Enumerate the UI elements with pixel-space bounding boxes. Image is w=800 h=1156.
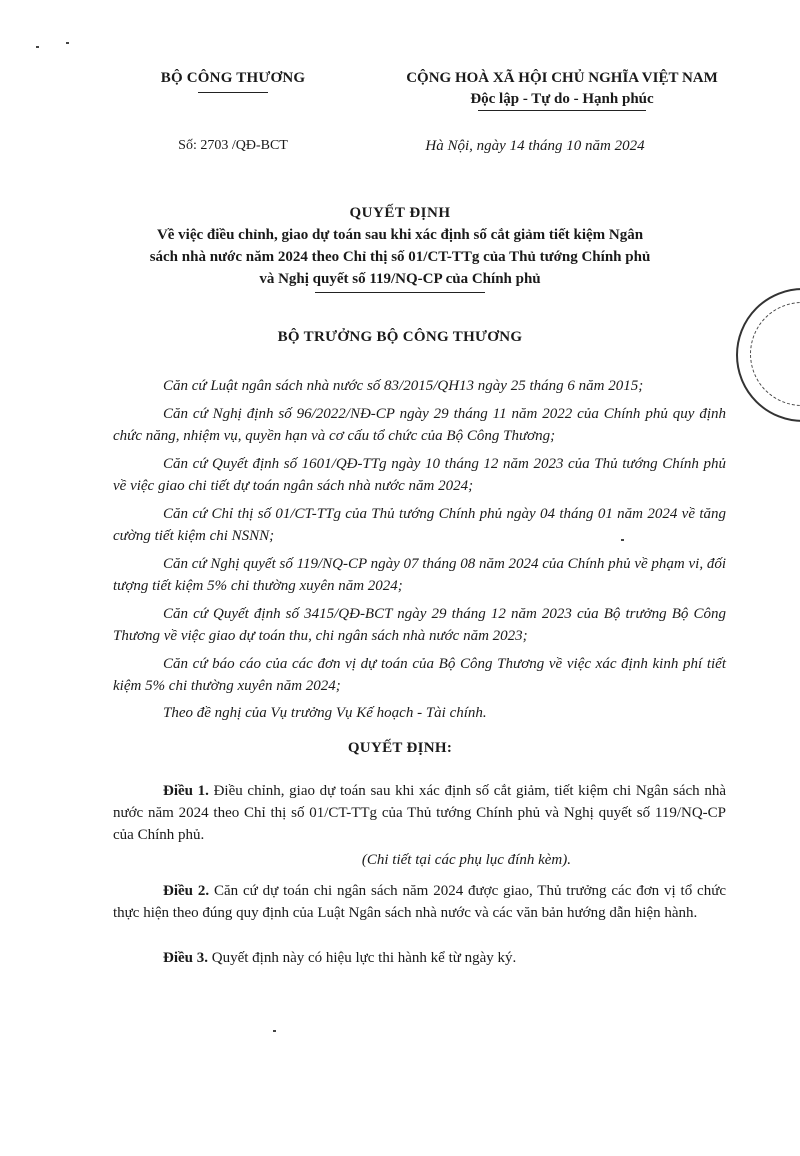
country-name: CỘNG HOÀ XÃ HỘI CHỦ NGHĨA VIỆT NAM	[406, 70, 718, 86]
scan-speck	[621, 539, 624, 541]
article-text: Căn cứ dự toán chi ngân sách năm 2024 được giao, Thủ trưởng các đơn vị tổ chức thực hiện theo đúng quy định của Luật Ngân sách nhà nước và các văn bản hướng dẫn hiện hành.	[113, 883, 726, 921]
scan-speck	[273, 1030, 276, 1032]
national-heading	[352, 70, 772, 111]
article-text: Điều chỉnh, giao dự toán sau khi xác định số cắt giảm, tiết kiệm chi Ngân sách nhà nước năm 2024 theo Chỉ thị số 01/CT-TTg của Thủ tướng Chính phủ và Nghị quyết số 119/NQ-CP của Chính phủ.	[113, 783, 726, 843]
legal-basis-paragraph: Căn cứ Nghị quyết số 119/NQ-CP ngày 07 tháng 08 năm 2024 của Chính phủ về phạm vi, đối tượng tiết kiệm 5% chi thường xuyên năm 2024;	[113, 556, 726, 594]
legal-basis-paragraph: Căn cứ báo cáo của các đơn vị dự toán của Bộ Công Thương về việc xác định kinh phí tiết kiệm 5% chi thường xuyên năm 2024;	[113, 656, 726, 694]
motto-underline	[478, 110, 646, 111]
subject-line: sách nhà nước năm 2024 theo Chỉ thị số 01/CT-TTg của Thủ tướng Chính phủ	[149, 249, 651, 265]
scan-speck	[66, 42, 69, 44]
issuing-agency	[118, 70, 348, 93]
subject-underline	[315, 292, 485, 293]
article-label: Điều 3.	[163, 950, 208, 966]
legal-basis-paragraph: Căn cứ Luật ngân sách nhà nước số 83/2015/QH13 ngày 25 tháng 6 năm 2015;	[163, 378, 644, 394]
organization-name: BỘ CÔNG THƯƠNG	[160, 70, 306, 86]
organization-underline	[198, 92, 268, 93]
legal-basis-paragraph: Căn cứ Chỉ thị số 01/CT-TTg của Thủ tướng Chính phủ ngày 04 tháng 01 năm 2024 về tăng cường tiết kiệm chi NSNN;	[113, 506, 726, 544]
national-motto: Độc lập - Tự do - Hạnh phúc	[470, 91, 654, 107]
article-3	[113, 947, 726, 969]
seal-inner-ring	[750, 302, 800, 406]
scan-speck	[36, 46, 39, 48]
issuing-authority: BỘ TRƯỞNG BỘ CÔNG THƯƠNG	[277, 329, 523, 345]
legal-basis-paragraph: Căn cứ Quyết định số 1601/QĐ-TTg ngày 10 tháng 12 năm 2023 của Thủ tướng Chính phủ về việc giao chi tiết dự toán ngân sách nhà nước năm 2024;	[113, 456, 726, 494]
article-label: Điều 1.	[163, 783, 209, 799]
document-number: Số: 2703 /QĐ-BCT	[178, 138, 288, 153]
article-2	[113, 880, 726, 924]
document-title: QUYẾT ĐỊNH	[349, 205, 451, 221]
article-label: Điều 2.	[163, 883, 210, 899]
article-1	[113, 780, 726, 846]
document-title-block	[100, 205, 700, 293]
subject-line: và Nghị quyết số 119/NQ-CP của Chính phủ	[259, 271, 541, 287]
decision-heading: QUYẾT ĐỊNH:	[347, 740, 453, 756]
article-1-note: (Chi tiết tại các phụ lục đính kèm).	[361, 852, 571, 868]
legal-basis-paragraph: Căn cứ Nghị định số 96/2022/NĐ-CP ngày 29 tháng 11 năm 2022 của Chính phủ quy định chức năng, nhiệm vụ, quyền hạn và cơ cấu tổ chức của Bộ Công Thương;	[113, 406, 726, 444]
legal-basis-paragraph: Căn cứ Quyết định số 3415/QĐ-BCT ngày 29 tháng 12 năm 2023 của Bộ trưởng Bộ Công Thương về việc giao dự toán thu, chi ngân sách nhà nước năm 2023;	[113, 606, 726, 644]
official-seal	[736, 288, 800, 422]
document-subject	[100, 224, 700, 290]
place-and-date: Hà Nội, ngày 14 tháng 10 năm 2024	[425, 138, 645, 154]
legal-basis-paragraph: Theo đề nghị của Vụ trưởng Vụ Kế hoạch - Tài chính.	[163, 705, 487, 721]
article-text: Quyết định này có hiệu lực thi hành kể từ ngày ký.	[208, 950, 517, 966]
subject-line: Về việc điều chỉnh, giao dự toán sau khi xác định số cắt giảm tiết kiệm Ngân	[156, 227, 644, 243]
